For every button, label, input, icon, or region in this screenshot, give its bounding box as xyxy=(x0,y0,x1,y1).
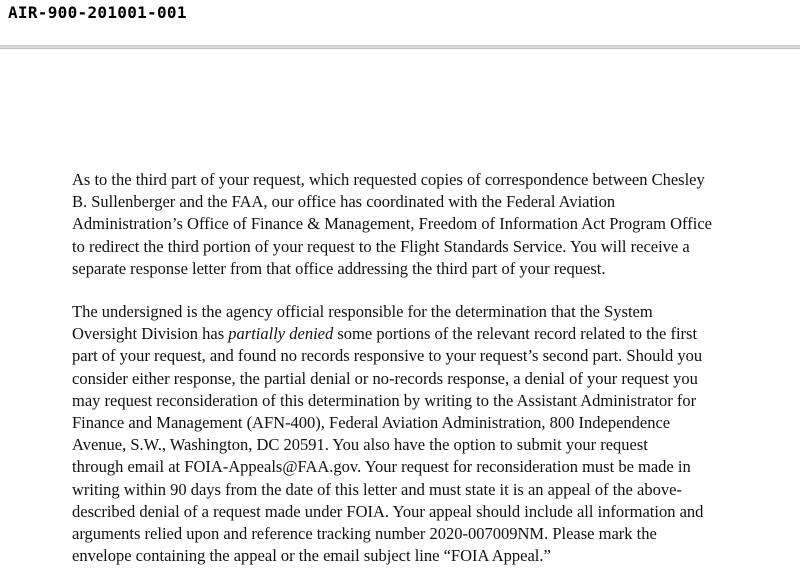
text-line: described denial of a request made under FOIA. Your appeal should include all information and xyxy=(72,501,704,521)
text-line: arguments relied upon and reference tracking number 2020-007009NM. Please mark the xyxy=(72,524,657,544)
text-line: may request reconsideration of this determination by writing to the Assistant Administrator for xyxy=(72,390,697,410)
text-line: As to the third part of your request, which requested copies of correspondence between Chesley xyxy=(72,170,705,189)
text-line: Finance and Management (AFN-400), Federal Aviation Administration, 800 Independence xyxy=(72,413,671,433)
text-line: part of your request, and found no records responsive to your request’s second part. Should you xyxy=(72,346,703,366)
text-line: through email at FOIA-Appeals@FAA.gov. Your request for reconsideration must be made in xyxy=(72,457,691,477)
emphasis-partially-denied: partially denied xyxy=(228,324,334,344)
paragraph-third-part-redirect xyxy=(72,169,792,280)
text-fragment: some portions of the relevant record related to the first xyxy=(333,324,698,344)
document-page xyxy=(0,48,800,576)
text-line: to redirect the third portion of your request to the Flight Standards Service. You will receive a xyxy=(72,236,690,256)
text-line: separate response letter from that office addressing the third part of your request. xyxy=(72,258,606,278)
text-line xyxy=(72,323,792,345)
text-line: writing within 90 days from the date of this letter and must state it is an appeal of the above- xyxy=(72,479,682,499)
text-line: Administration’s Office of Finance & Management, Freedom of Information Act Program Office xyxy=(72,214,712,234)
text-line: Avenue, S.W., Washington, DC 20591. You also have the option to submit your request xyxy=(72,435,648,455)
text-line: The undersigned is the agency official responsible for the determination that the System xyxy=(72,302,653,321)
paragraph-appeal-rights xyxy=(72,301,792,567)
text-fragment: Oversight Division has xyxy=(72,324,229,344)
text-line: B. Sullenberger and the FAA, our office has coordinated with the Federal Aviation xyxy=(72,192,616,212)
text-line: consider either response, the partial denial or no-records response, a denial of your request you xyxy=(72,368,698,388)
document-header-bar xyxy=(0,0,800,46)
text-line: envelope containing the appeal or the email subject line “FOIA Appeal.” xyxy=(72,546,551,566)
document-id: AIR-900-201001-001 xyxy=(8,3,187,22)
